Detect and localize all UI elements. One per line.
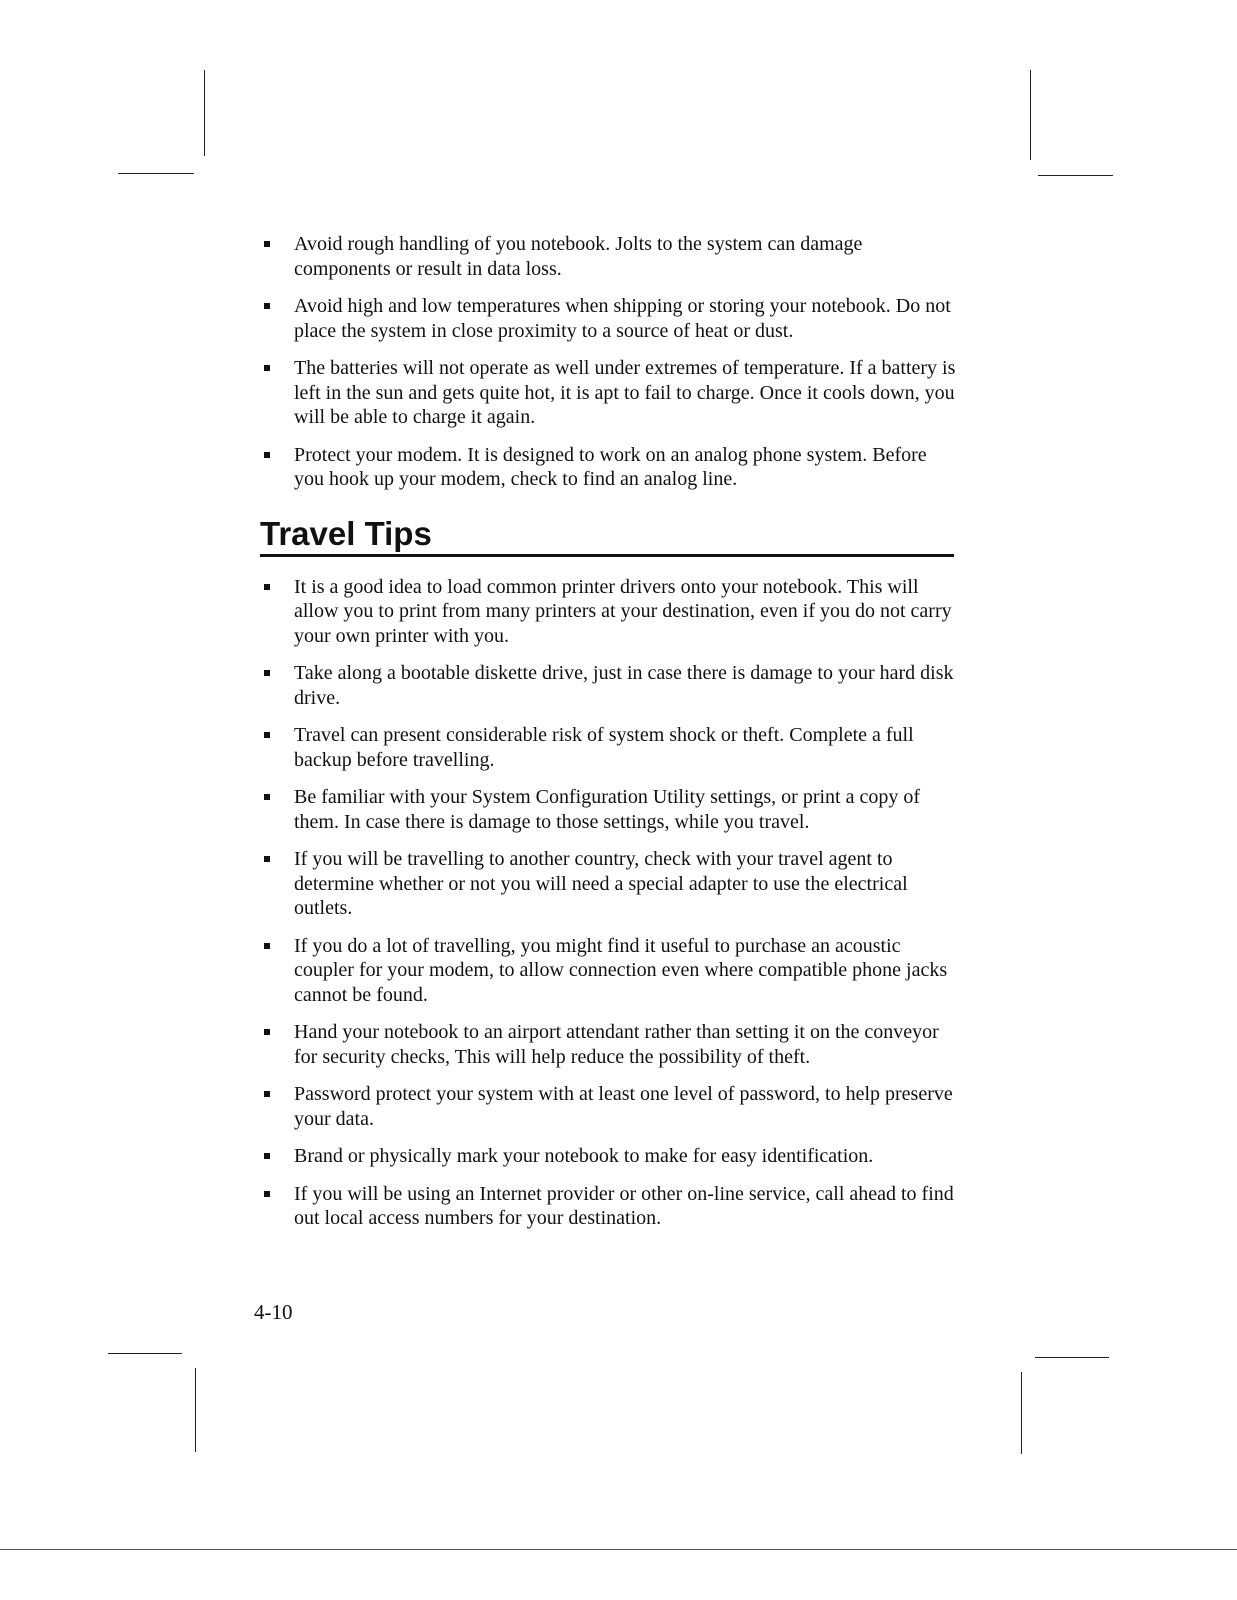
list-item	[260, 356, 960, 430]
list-item-text: Take along a bootable diskette drive, just in case there is damage to your hard disk drive.	[294, 662, 954, 709]
crop-mark	[1035, 1357, 1109, 1358]
bullet-icon	[264, 670, 270, 676]
list-item	[260, 847, 960, 921]
bullet-icon	[264, 732, 270, 738]
bullet-icon	[264, 303, 270, 309]
main-content	[260, 232, 960, 1244]
list-item-text: If you will be travelling to another country, check with your travel agent to determine whether or not you will need a special adapter to use the electrical outlets.	[294, 848, 908, 919]
bullet-icon	[264, 1191, 270, 1197]
list-item-text: Avoid rough handling of you notebook. Jolts to the system can damage components or result in data loss.	[294, 233, 863, 280]
bullet-icon	[264, 1153, 270, 1159]
bullet-icon	[264, 452, 270, 458]
list-item-text: If you do a lot of travelling, you might find it useful to purchase an acoustic coupler for your modem, to allow connection even where compatible phone jacks cannot be found.	[294, 934, 948, 1006]
crop-mark	[108, 1353, 182, 1354]
travel-tips-list	[260, 575, 960, 1231]
list-item-text: Travel can present considerable risk of system shock or theft. Complete a full backup before travelling.	[294, 724, 914, 771]
bullet-icon	[264, 1091, 270, 1097]
list-item-text: It is a good idea to load common printer drivers onto your notebook. This will allow you to print from many printers at your destination, even if you do not carry your own printer with you.	[294, 575, 952, 647]
bullet-icon	[264, 943, 270, 949]
list-item-text: The batteries will not operate as well under extremes of temperature. If a battery is left in the sun and gets quite hot, it is apt to fail to charge. Once it cools down, you will be able to charge it again.	[294, 357, 956, 428]
list-item-text: Avoid high and low temperatures when shipping or storing your notebook. Do not place the system in close proximity to a source of heat or dust.	[294, 295, 951, 342]
crop-mark	[1030, 70, 1031, 160]
list-item	[260, 785, 960, 834]
section-rule	[260, 554, 954, 557]
crop-mark	[1021, 1372, 1022, 1454]
list-item-text: Password protect your system with at least one level of password, to help preserve your data.	[294, 1083, 953, 1130]
bullet-icon	[264, 241, 270, 247]
list-item	[260, 232, 960, 281]
list-item	[260, 443, 960, 492]
list-item-text: Hand your notebook to an airport attendant rather than setting it on the conveyor for security checks, This will help reduce the possibility of theft.	[294, 1021, 939, 1068]
list-item	[260, 661, 960, 710]
list-item	[260, 1082, 960, 1131]
list-item	[260, 294, 960, 343]
page-number: 4-10	[254, 1300, 293, 1324]
section-title: Travel Tips	[260, 514, 432, 552]
bottom-rule	[0, 1549, 1237, 1550]
crop-mark	[118, 173, 194, 174]
list-item	[260, 575, 960, 649]
list-item-text: If you will be using an Internet provider or other on-line service, call ahead to find out local access numbers for your destination.	[294, 1182, 954, 1229]
bullet-icon	[264, 1029, 270, 1035]
bullet-icon	[264, 794, 270, 800]
list-item	[260, 1144, 960, 1169]
crop-mark	[195, 1368, 196, 1452]
crop-mark	[204, 70, 205, 156]
bullet-icon	[264, 584, 270, 590]
list-item-text: Brand or physically mark your notebook to make for easy identification.	[294, 1145, 874, 1167]
bullet-icon	[264, 856, 270, 862]
list-item	[260, 1182, 960, 1231]
list-item	[260, 934, 960, 1008]
list-item-text: Protect your modem. It is designed to work on an analog phone system. Before you hook up your modem, check to find an analog line.	[294, 443, 927, 490]
bullet-icon	[264, 365, 270, 371]
intro-bullet-list	[260, 232, 960, 492]
crop-mark	[1038, 175, 1113, 176]
list-item	[260, 1020, 960, 1069]
list-item-text: Be familiar with your System Configuration Utility settings, or print a copy of them. In case there is damage to those settings, while you travel.	[294, 786, 921, 833]
list-item	[260, 723, 960, 772]
